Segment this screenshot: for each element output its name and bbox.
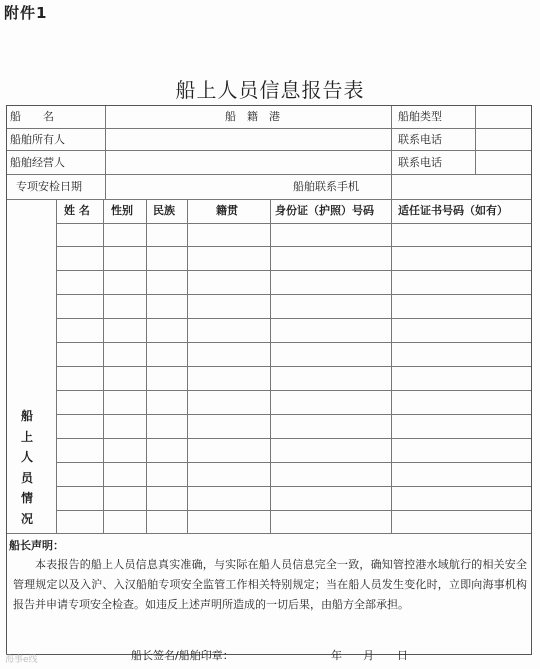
row-rule <box>56 270 531 271</box>
col-rule <box>475 106 476 174</box>
row-rule <box>7 533 531 534</box>
row-rule <box>56 318 531 319</box>
row-rule <box>56 342 531 343</box>
port-of-registry-label: 船 籍 港 <box>225 110 280 123</box>
signature-label: 船长签名/船舶印章： <box>131 649 234 662</box>
signature-year: 年 <box>331 649 342 662</box>
row-rule <box>56 414 531 415</box>
col-rule <box>105 106 106 174</box>
col-header-gender: 性别 <box>111 204 133 217</box>
col-rule <box>105 174 106 199</box>
row-rule <box>56 462 531 463</box>
col-rule <box>391 106 392 174</box>
ship-mobile-label: 船舶联系手机 <box>293 180 359 193</box>
row-rule <box>7 174 531 175</box>
col-rule <box>391 199 392 533</box>
row-rule <box>56 223 531 224</box>
owner-phone-label: 联系电话 <box>398 133 442 146</box>
signature-month: 月 <box>363 649 374 662</box>
col-header-certificate-number: 适任证书号码（如有） <box>398 204 508 217</box>
attachment-label: 附件1 <box>4 4 48 22</box>
col-header-id-number: 身份证（护照）号码 <box>275 204 374 217</box>
col-rule <box>103 199 104 533</box>
col-header-native-place: 籍贯 <box>216 204 238 217</box>
row-rule <box>7 150 531 151</box>
ship-operator-label: 船舶经营人 <box>10 156 65 169</box>
crew-section-label: 船上人员情况 <box>20 409 33 526</box>
row-rule <box>56 486 531 487</box>
row-rule <box>56 510 531 511</box>
operator-phone-label: 联系电话 <box>398 156 442 169</box>
row-rule <box>56 246 531 247</box>
row-rule <box>56 366 531 367</box>
row-rule <box>56 294 531 295</box>
col-rule <box>187 199 188 533</box>
declaration-title: 船长声明： <box>9 539 64 552</box>
col-rule <box>56 199 57 533</box>
col-header-ethnicity: 民族 <box>153 204 175 217</box>
col-header-name: 姓 名 <box>64 204 90 217</box>
inspection-date-label: 专项安检日期 <box>16 180 82 193</box>
ship-name-label: 船 名 <box>10 110 54 123</box>
declaration-body: 本表报告的船上人员信息真实准确，与实际在船人员信息完全一致，确知管控港水域航行的相关安全管理规定以及入沪、入汉船舶专项安全监管工作相关特别规定；当在船人员发生变化时，立即向海事机构报告并申请专项安全检查。如违反上述声明所造成的一切后果，由船方全部承担。 <box>13 558 527 611</box>
col-rule <box>146 199 147 533</box>
col-rule <box>391 174 392 199</box>
signature-day: 日 <box>397 649 408 662</box>
row-rule <box>56 390 531 391</box>
form-title: 船上人员信息报告表 <box>175 78 365 102</box>
ship-owner-label: 船舶所有人 <box>10 133 65 146</box>
ship-type-label: 船舶类型 <box>398 110 442 123</box>
col-rule <box>270 199 271 533</box>
row-rule <box>56 438 531 439</box>
row-rule <box>7 128 531 129</box>
watermark: 海事e线 <box>5 655 38 665</box>
row-rule <box>7 199 531 200</box>
